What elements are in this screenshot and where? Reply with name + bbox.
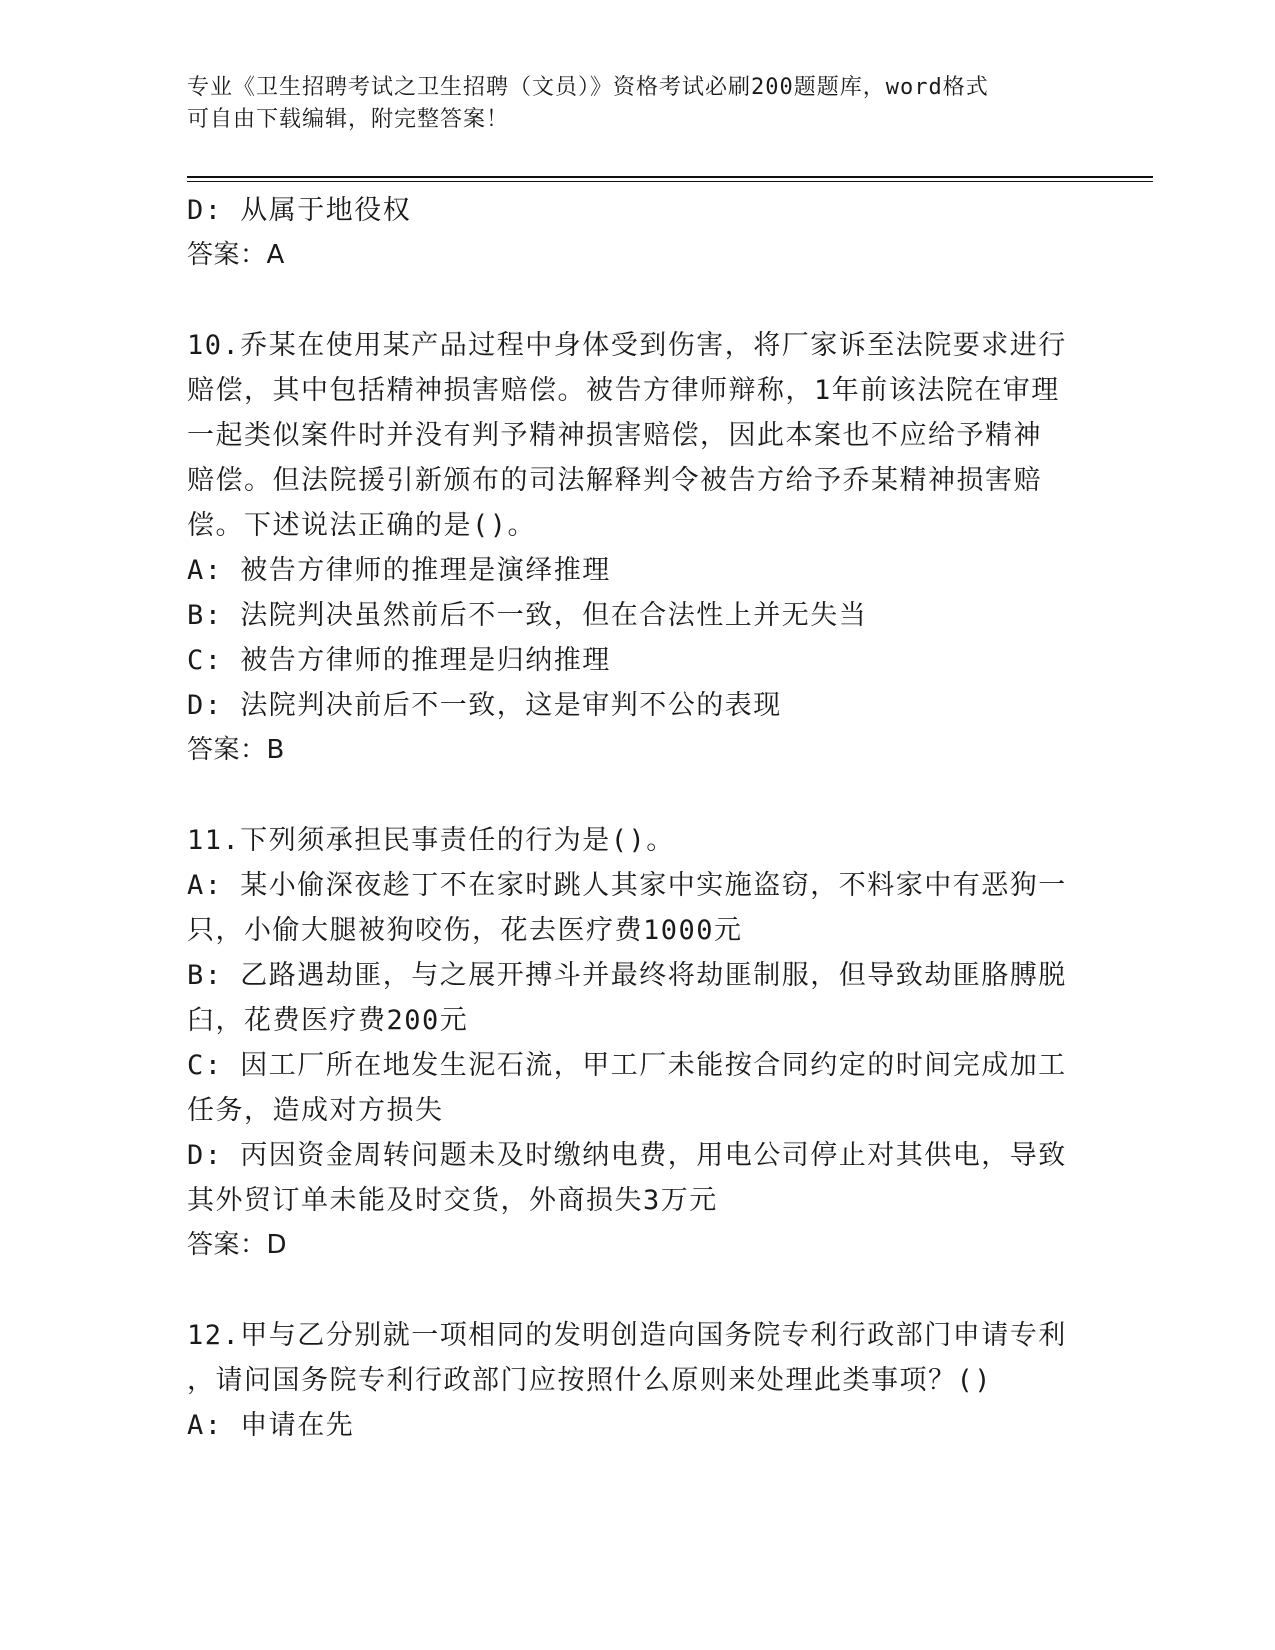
option-c-continued: 任务，造成对方损失 [187,1095,444,1126]
previous-question-tail [187,188,1087,278]
option-b: B: 乙路遇劫匪，与之展开搏斗并最终将劫匪制服，但导致劫匪胳膊脱 [187,960,1067,991]
option-d: D: 法院判决前后不一致，这是审判不公的表现 [187,690,782,721]
spacer [187,773,1087,818]
page-header [187,72,1067,136]
header-divider [187,176,1153,178]
option-d: D: 丙因资金周转问题未及时缴纳电费，用电公司停止对其供电，导致 [187,1140,1067,1171]
option-d: D: 从属于地役权 [187,195,412,226]
answer-line: 答案：A [187,240,285,270]
question-12 [187,1313,1087,1448]
spacer [187,278,1087,323]
option-c: C: 因工厂所在地发生泥石流，甲工厂未能按合同约定的时间完成加工 [187,1050,1067,1081]
option-a: A: 被告方律师的推理是演绎推理 [187,555,611,586]
question-10 [187,323,1087,773]
answer-line: 答案：D [187,1230,288,1260]
option-a-continued: 只，小偷大腿被狗咬伤，花去医疗费1000元 [187,915,743,946]
option-b: B: 法院判决虽然前后不一致，但在合法性上并无失当 [187,600,868,631]
document-body [187,188,1087,1448]
question-stem-line: 10.乔某在使用某产品过程中身体受到伤害，将厂家诉至法院要求进行 [187,330,1067,361]
question-stem-line: 一起类似案件时并没有判予精神损害赔偿，因此本案也不应给予精神 [187,420,1042,451]
question-11 [187,818,1087,1268]
question-stem-line: 赔偿，其中包括精神损害赔偿。被告方律师辩称，1年前该法院在审理 [187,375,1060,406]
option-d-continued: 其外贸订单未能及时交货，外商损失3万元 [187,1185,718,1216]
header-line: 专业《卫生招聘考试之卫生招聘（文员）》资格考试必刷200题题库，word格式 [187,75,989,100]
spacer [187,1268,1087,1313]
header-divider-thin [187,181,1153,182]
option-c: C: 被告方律师的推理是归纳推理 [187,645,611,676]
question-stem-line: 偿。下述说法正确的是()。 [187,510,537,541]
question-stem-line: ，请问国务院专利行政部门应按照什么原则来处理此类事项？() [187,1365,993,1396]
option-a: A: 申请在先 [187,1410,355,1441]
question-stem-line: 12.甲与乙分别就一项相同的发明创造向国务院专利行政部门申请专利 [187,1320,1067,1351]
header-line: 可自由下载编辑，附完整答案！ [187,107,510,132]
question-stem-line: 11.下列须承担民事责任的行为是()。 [187,825,675,856]
option-a: A: 某小偷深夜趁丁不在家时跳人其家中实施盗窃，不料家中有恶狗一 [187,870,1067,901]
question-stem-line: 赔偿。但法院援引新颁布的司法解释判令被告方给予乔某精神损害赔 [187,465,1042,496]
answer-line: 答案：B [187,735,285,765]
option-b-continued: 臼，花费医疗费200元 [187,1005,469,1036]
